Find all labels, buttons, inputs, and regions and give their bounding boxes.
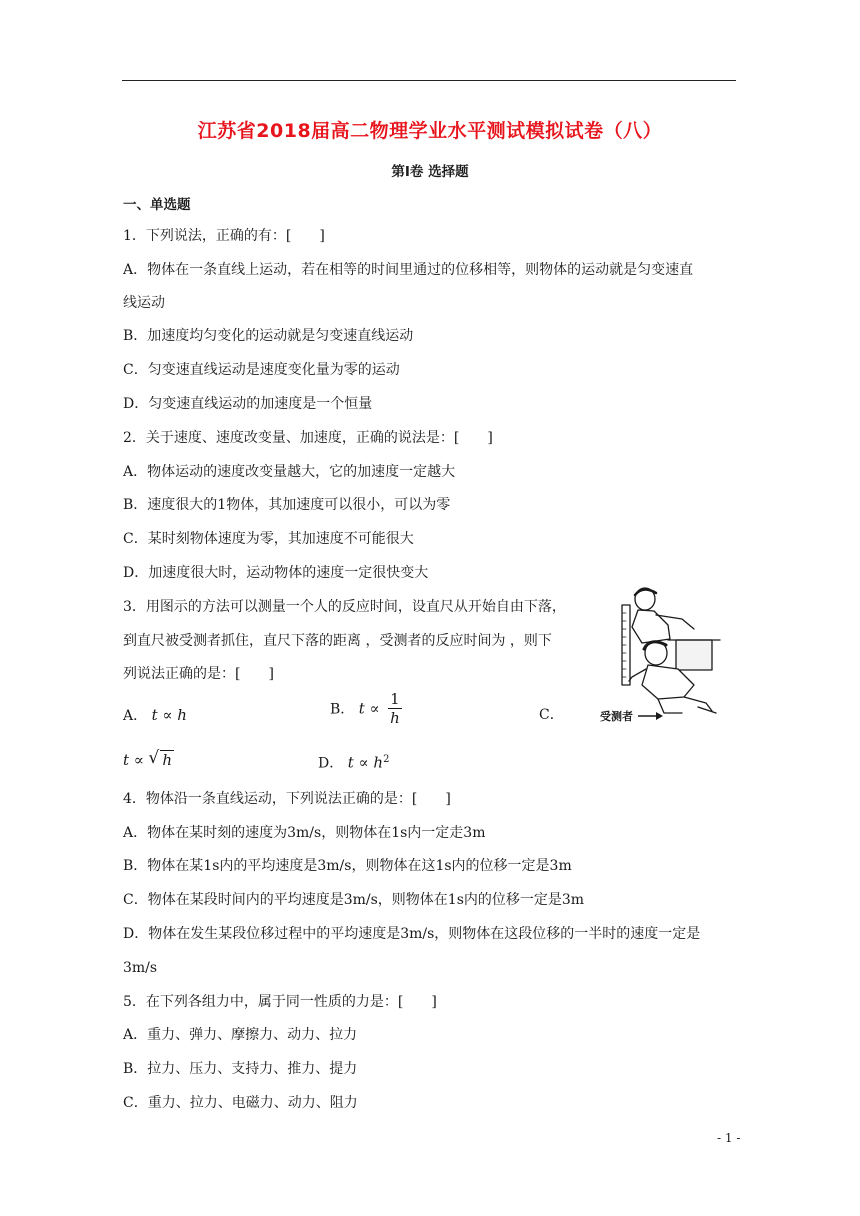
q1-option-d: D．匀变速直线运动的加速度是一个恒量 [123,396,373,412]
page-number: - 1 - [717,1131,741,1145]
q3-option-d-exponent: 2 [383,754,390,765]
q3-stem-line1: 3．用图示的方法可以测量一个人的反应时间，设直尺从开始自由下落， [123,599,566,615]
q1-option-b: B．加速度均匀变化的运动就是匀变速直线运动 [123,328,414,344]
q3-option-b-fraction [388,690,402,727]
radical-sign: √ [148,748,160,768]
q2-option-d: D．加速度很大时，运动物体的速度一定很快变大 [123,565,429,581]
header-rule [122,80,736,81]
q3-option-b-prefix: t ∝ [358,699,380,718]
q3-option-d-formula: t ∝ h [347,753,384,772]
q2-stem: 2．关于速度、速度改变量、加速度，正确的说法是：[ ] [123,430,493,446]
q3-stem-line3: 列说法正确的是：[ ] [123,666,274,682]
q5-option-c: C．重力、拉力、电磁力、动力、阻力 [123,1095,358,1111]
q3-option-a [123,706,187,725]
q3-option-a-formula: t ∝ h [151,706,187,724]
q3-option-b-numerator: 1 [390,690,400,708]
q3-option-c-label: C． [539,707,564,723]
q3-option-c-radicand: h [162,751,173,769]
part-title: 第Ⅰ卷 选择题 [391,164,469,180]
q2-option-b: B．速度很大的1物体，其加速度可以很小，可以为零 [123,497,451,513]
q1-option-a: A．物体在一条直线上运动，若在相等的时间里通过的位移相等，则物体的运动就是匀变速直 [123,262,694,278]
reaction-time-illustration [598,585,722,723]
q1-stem: 1．下列说法，正确的有：[ ] [123,228,325,244]
q4-stem: 4．物体沿一条直线运动，下列说法正确的是：[ ] [123,791,451,807]
q1-option-a-cont: 线运动 [123,295,165,311]
q3-option-b-label: B． [330,701,355,718]
q3-stem-line2: 到直尺被受测者抓住，直尺下落的距离 ，受测者的反应时间为 ，则下 [123,633,552,649]
q3-option-a-label: A． [123,708,148,724]
q2-option-c: C．某时刻物体速度为零，其加速度不可能很大 [123,531,414,547]
q4-option-b: B．物体在某1s内的平均速度是3m/s，则物体在这1s内的位移一定是3m [123,858,572,874]
q3-option-c-prefix: t ∝ [123,751,144,769]
caption-arrow-head [656,712,663,720]
page-title: 江苏省2018届高二物理学业水平测试模拟试卷（八） [197,120,663,142]
q5-stem: 5．在下列各组力中，属于同一性质的力是：[ ] [123,994,437,1010]
q3-option-b [330,690,402,727]
q4-option-d: D．物体在发生某段位移过程中的平均速度是3m/s，则物体在这段位移的一半时的速度一定是 [123,926,701,942]
q3-option-c-sqrt [148,748,174,769]
q5-option-a: A．重力、弹力、摩擦力、动力、拉力 [123,1027,358,1043]
q3-option-d [318,751,389,773]
q4-option-d-cont: 3m/s [123,960,158,976]
q1-option-c: C．匀变速直线运动是速度变化量为零的运动 [123,362,400,378]
q3-option-b-denominator: h [390,709,400,727]
q5-option-b: B．拉力、压力、支持力、推力、提力 [123,1061,358,1077]
q3-option-c [123,748,174,770]
q4-option-c: C．物体在某段时间内的平均速度是3m/s，则物体在1s内的位移一定是3m [123,892,585,908]
q3-option-d-label: D． [318,755,344,772]
q2-option-a: A．物体运动的速度改变量越大，它的加速度一定越大 [123,464,456,480]
q4-option-a: A．物体在某时刻的速度为3m/s，则物体在1s内一定走3m [123,825,486,841]
figure-caption: 受测者 [600,710,633,723]
section-heading: 一、单选题 [123,197,191,213]
